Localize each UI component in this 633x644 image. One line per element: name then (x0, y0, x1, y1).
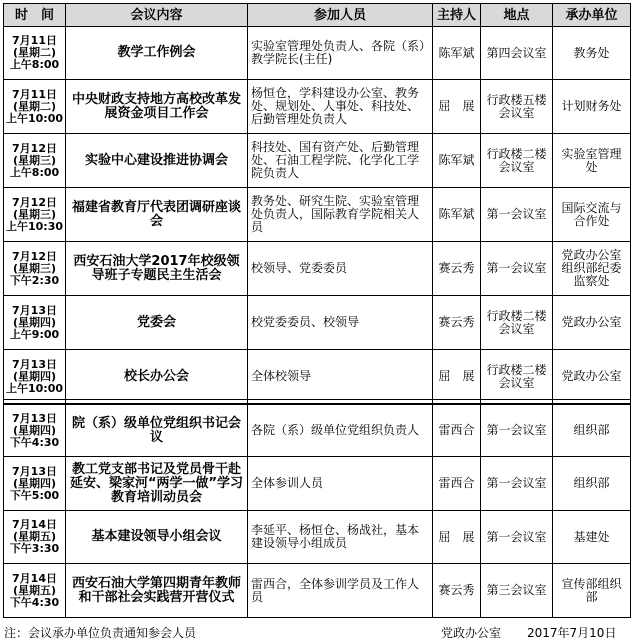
place: 行政楼二楼会议室 (481, 350, 553, 404)
host: 赛云秀 (433, 242, 481, 296)
attendees: 全体参训人员 (248, 457, 433, 511)
attendees: 各院（系）级单位党组织负责人 (248, 405, 433, 457)
meeting-name: 福建省教育厅代表团调研座谈会 (66, 188, 248, 242)
meeting-name: 院（系）级单位党组织书记会议 (66, 405, 248, 457)
time-cell: 7月12日 (星期三) 上午10:30 (4, 188, 66, 242)
place: 行政楼二楼会议室 (481, 296, 553, 350)
host: 赛云秀 (433, 564, 481, 618)
host: 雷西合 (433, 457, 481, 511)
header-place: 地点 (481, 4, 553, 27)
attendees: 校领导、党委委员 (248, 242, 433, 296)
schedule-table-bottom (3, 404, 631, 618)
host: 屈 展 (433, 350, 481, 404)
time-cell: 7月13日 (星期四) 上午9:00 (4, 296, 66, 350)
organizer: 教务处 (553, 27, 631, 80)
organizer: 实验室管理处 (553, 134, 631, 188)
host: 陈军斌 (433, 27, 481, 80)
meeting-name: 党委会 (66, 296, 248, 350)
organizer: 基建处 (553, 511, 631, 564)
header-host: 主持人 (433, 4, 481, 27)
place: 第四会议室 (481, 27, 553, 80)
time-cell: 7月11日 (星期二) 上午10:00 (4, 80, 66, 134)
time-cell: 7月12日 (星期三) 上午8:00 (4, 134, 66, 188)
organizer: 宣传部组织部 (553, 564, 631, 618)
place: 第一会议室 (481, 188, 553, 242)
table-row (4, 405, 631, 457)
host: 雷西合 (433, 405, 481, 457)
table-row (4, 134, 631, 188)
footer-note: 注：会议承办单位负责通知参会人员 (4, 626, 197, 640)
time-cell: 7月14日 (星期五) 下午4:30 (4, 564, 66, 618)
attendees: 校党委委员、校领导 (248, 296, 433, 350)
attendees: 全体校领导 (248, 350, 433, 404)
place: 第一会议室 (481, 242, 553, 296)
host: 屈 展 (433, 80, 481, 134)
host: 屈 展 (433, 511, 481, 564)
attendees: 实验室管理处负责人、各院（系）教学院长(主任) (248, 27, 433, 80)
organizer: 党政办公室 (553, 350, 631, 404)
table-row (4, 188, 631, 242)
time-cell: 7月13日 (星期四) 下午4:30 (4, 405, 66, 457)
time-cell: 7月13日 (星期四) 下午5:00 (4, 457, 66, 511)
place: 第一会议室 (481, 511, 553, 564)
attendees: 雷西合，全体参训学员及工作人员 (248, 564, 433, 618)
header-meeting-content: 会议内容 (66, 4, 248, 27)
organizer: 党政办公室 (553, 296, 631, 350)
meeting-name: 教学工作例会 (66, 27, 248, 80)
footer (4, 624, 630, 642)
table-row (4, 564, 631, 618)
meeting-name: 基本建设领导小组会议 (66, 511, 248, 564)
table-row (4, 296, 631, 350)
time-cell: 7月11日 (星期二) 上午8:00 (4, 27, 66, 80)
attendees: 教务处、研究生院、实验室管理处负责人，国际教育学院相关人员 (248, 188, 433, 242)
table-row (4, 242, 631, 296)
table-row (4, 350, 631, 404)
meeting-name: 西安石油大学2017年校级领导班子专题民主生活会 (66, 242, 248, 296)
place: 行政楼五楼会议室 (481, 80, 553, 134)
meeting-name: 中央财政支持地方高校改革发展资金项目工作会 (66, 80, 248, 134)
time-cell: 7月14日 (星期五) 下午3:30 (4, 511, 66, 564)
host: 陈军斌 (433, 188, 481, 242)
attendees: 李延平、杨恒仓、杨战社，基本建设领导小组成员 (248, 511, 433, 564)
place: 第三会议室 (481, 564, 553, 618)
organizer: 计划财务处 (553, 80, 631, 134)
organizer: 党政办公室组织部纪委监察处 (553, 242, 631, 296)
table-row (4, 511, 631, 564)
host: 陈军斌 (433, 134, 481, 188)
time-cell: 7月13日 (星期四) 上午10:00 (4, 350, 66, 404)
meeting-name: 教工党支部书记及党员骨干赴延安、梁家河“两学一做”学习教育培训动员会 (66, 457, 248, 511)
header-attendees: 参加人员 (248, 4, 433, 27)
table-row (4, 80, 631, 134)
header-row (4, 4, 631, 27)
table-row (4, 457, 631, 511)
table-row (4, 27, 631, 80)
header-organizer: 承办单位 (553, 4, 631, 27)
place: 行政楼二楼会议室 (481, 134, 553, 188)
footer-date: 2017年7月10日 (527, 626, 617, 640)
time-cell: 7月12日 (星期三) 下午2:30 (4, 242, 66, 296)
meeting-name: 西安石油大学第四期青年教师和干部社会实践营开营仪式 (66, 564, 248, 618)
organizer: 国际交流与合作处 (553, 188, 631, 242)
header-time: 时 间 (4, 4, 66, 27)
organizer: 组织部 (553, 457, 631, 511)
meeting-name: 校长办公会 (66, 350, 248, 404)
organizer: 组织部 (553, 405, 631, 457)
attendees: 科技处、国有资产处、后勤管理处、石油工程学院、化学化工学院负责人 (248, 134, 433, 188)
attendees: 杨恒仓，学科建设办公室、教务处、规划处、人事处、科技处、后勤管理处负责人 (248, 80, 433, 134)
meeting-name: 实验中心建设推进协调会 (66, 134, 248, 188)
host: 赛云秀 (433, 296, 481, 350)
place: 第一会议室 (481, 405, 553, 457)
footer-office: 党政办公室 (441, 626, 502, 640)
section-divider (3, 399, 630, 400)
schedule-table-top (3, 3, 631, 404)
place: 第一会议室 (481, 457, 553, 511)
